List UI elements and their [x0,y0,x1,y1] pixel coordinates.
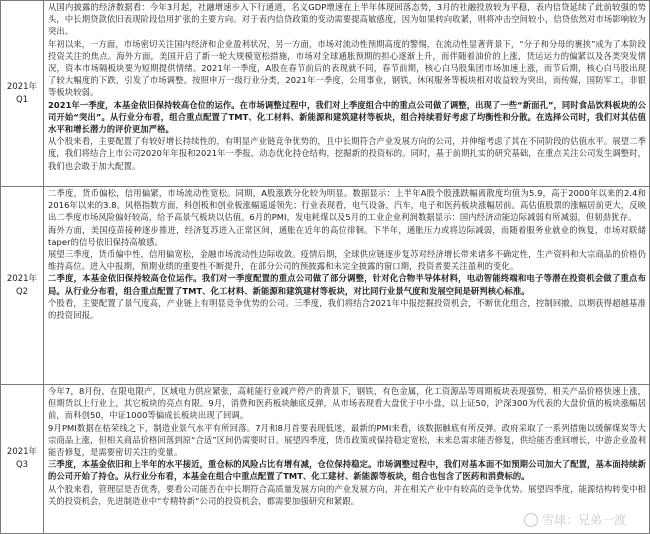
bold-paragraph: 2021年一季度，本基金依旧保持较高仓位的运作。在市场调整过程中，我们对上季度组合中的重点公司做了调整，出现了一些“新面孔”，同时食品饮料板块的公司开始“突出”。从行业分布看，组合重点配置了TMT、化工材料、新能源和建筑建材等板块，组合持续看好考虑了均衡性和分散。在选择公司时，我们对其估值水平和增长潜力的评价更加严格。 [48,99,646,135]
quarter-label: Q3 [15,460,29,470]
paragraph: 9月PMI数据在枯荣线之下，制造业景气水平有所回落。7月和8月首要表现低迷，最新的PMI来看，该数据触底有所反弹。政府采取了一系列措施以缓解煤炭等大宗商品上涨，但相关商品价格回落到原“合适”区间仍需要时日。展望四季度，货币政策或保持稳定宽松，未来总需求能否修复，供给能否重回增长，中游企业盈利能否修复，是需要密切关注的变量。 [48,422,646,458]
table-row-2021-q1 [1,1,649,187]
paragraph: 年初以来，一方面，市场密切关注国内经济和企业盈利状况，另一方面，市场对流动性预期高度的警惕，在流动性显著背景下，“分子和分母的裹挟”成为了本阶段投资关注的焦点。海外方面，美国开启了新一轮大规模宽松措施，市场对全球通胀预期的担心逐渐上升，而伴随着油价的上涨，货运运力的偏紧以及各类突发情况，资本市场隔板块要为短期提供情绪。2021年一季度，A股在春节前后的表现就不同，春节前期，核心白马股集团市场加速上涨，而节后期，核心白马股出现了较大幅度的下跌，引发了市场调整。按照申万一级行业分类，2021年一季度，公用事业，钢铁，休闲服务等板块相对收益较为突出，而传媒，国防军工，非银等板块较弱。 [48,38,646,98]
paragraph: 从国内披露的经济数据看：今年3月起，社融增速步入下行通道，名义GDP增速在上半年体现回落态势，3月的社融投放较为平稳，表内信贷延续了此前较强的势头，中长期贷款依旧表现阶段信用扩张的主要方向。对于表内信贷政策的变动需要提高敏感度，因为如果转向收紧，则将冲击空间较小，信贷依然对市场影响较为突出。 [48,2,646,37]
commentary-cell [44,1,649,186]
paragraph: 二季度，货币偏松，信用偏紧，市场流动性宽松。同期，A股涨跌分化较为明显。数据显示：上半年A股个股涨跌幅离散度均值为5.9，高于2000年以来的2.4和2016年以来的3.8。风格指数方面，科创板和创业板涨幅遥遥领先；行业表现看，电气设备，汽车，电子和医药板块涨幅居前。高估值股票的涨幅居前更大，反映出二季度市场风险偏好较高，给予高景气板块以估值。6月的PMI，发电耗煤以及5月的工业企业利润数据显示：国内经济动能边际减弱有所减弱，但韧劲犹存。 [48,188,646,223]
quarter-cell [1,1,44,186]
paragraph: 从个股来看，管理层是否优秀，要看公司能否在中长期符合高质量发展方向的产业发展方向，并在相关产业中有较高的竞争优势。展望四季度，能源结构转变中相关的投资机会，先进制造业中“专精特新”公司的投资机会，都需要加强研究和紧跟。 [48,483,646,506]
bold-paragraph: 二季度，本基金依旧保持较高仓位运作。我们对一季度配置的重点公司做了部分调整，针对化合物半导体材料，电动智能终端和电子等潜在投资机会做了重点布局。从行业分布看，组合重点配置了TMT、化工材料、新能源和建筑建材等板块，对比同行业景气度和发展空间是研判核心标准。 [48,273,646,296]
table-row-2021-q2 [1,187,649,385]
quarter-cell [1,187,44,384]
quarter-label: Q1 [15,94,29,105]
year-label: 2021年 [6,81,38,92]
bold-paragraph: 三季度，本基金依旧和上半年的水平接近，重仓标的风险占比有增有减，仓位保持稳定。市场调整过程中，我们对基本面不如预期公司加大了配置，基本面持续新的公司开始了持仓。从行业分布看，本基金在组合中重点配置了TMT、化工建材、新能源等板块，组合也包含了医药和消费标的。 [48,459,646,482]
watermark-text: 雪球：兄弟一渡 [541,513,626,527]
paragraph: 从个股来看，主要配置了有较好增长持续性的，有明显产业链竞争优势的，且中长期符合产业发展方向的公司，并伸缩考虑了其在不同阶段的估值水平。展望二季度，我们将结合上市公司2020年年报和2021年一季报，动态优化持仓结构，挖掘新的投资标的。同时，基于前期扎实的研究基础，在重点关注公司发生调整时，我们也会敢于加大配置。 [48,136,646,171]
paragraph: 海外方面，美国疫苗接种逐步推进，经济复苏进入正常区间，通胀在近年的高位徘徊。下半年，通胀压力或将边际减弱，而随着服务业就业的恢复，市场对联储 taper的信号依旧保持高敏感。 [48,224,646,247]
quarter-label: Q2 [15,286,29,297]
commentary-cell [44,187,649,384]
watermark [524,511,626,528]
quarter-cell [1,385,44,533]
paragraph: 今年7，8月份，在限电限产，区域电力供应紧张，高耗能行业减产停产的背景下，钢铁，有色金属，化工资源品等周期板块表现强势，相关产品价格快速上涨，但期货以上行业上，其它板块的亮点有限。9月，消费和医药板块触底反弹，从市场表现看大盘优于中小盘，以上证50，沪深300为代表的大盘价值的板块涨幅居前，而科创50，中证1000等偏成长板块出现了回调。 [48,386,646,421]
year-label: 2021年 [6,447,38,457]
paragraph: 展望三季度，货币偏中性，信用偏宽松，金融市场流动性边际收敛。疫情后期，全球供应链逐步复苏对经济增长带来诸多不确定性，生产资料和大宗商品的价格仍维持高位。进入中报期，预期业绩的重要性不断提升，在部分公司的预披露和未完全披露的窗口期，投资者要关注盈利的变化。 [48,249,646,272]
year-label: 2021年 [6,273,38,284]
paragraph: 个股看，主要配置了景气度高，产业链上有明显竞争优势的公司。三季度，我们将结合2021年中报挖掘投资机会，不断优化组合，控制回撤，以期获得超越基准的投资回报。 [48,297,646,321]
snowball-logo-icon [524,513,538,527]
